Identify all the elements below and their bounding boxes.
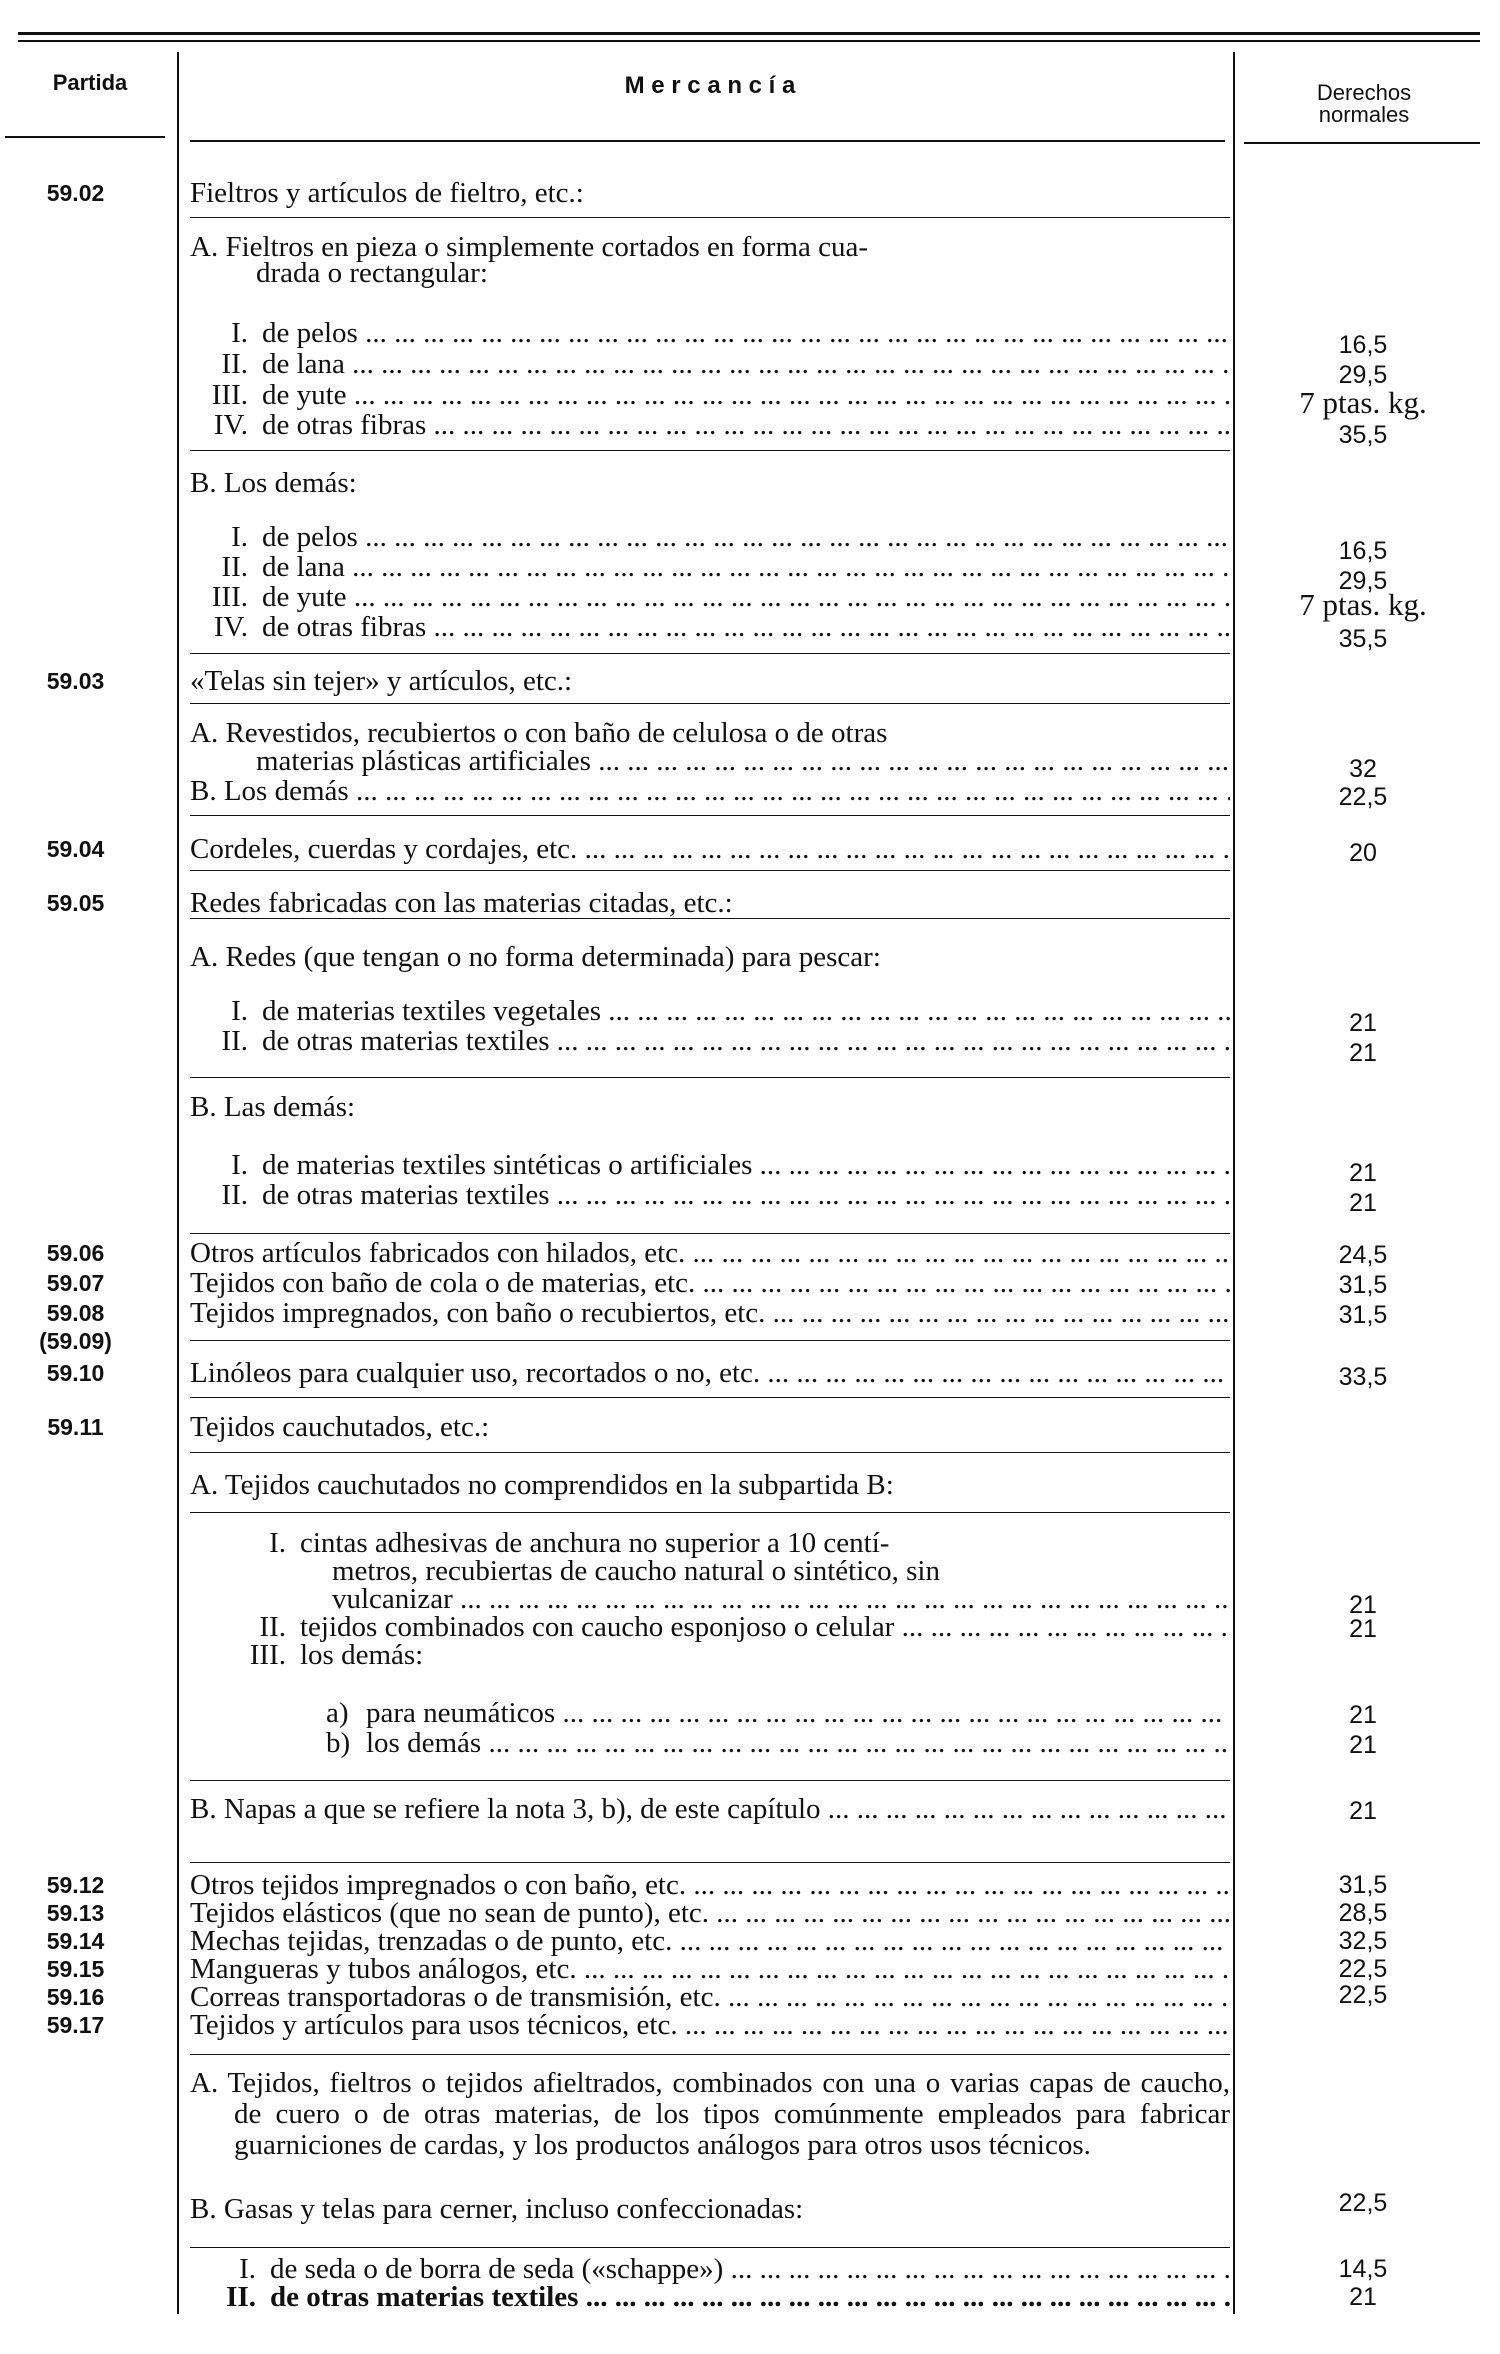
item-text: de yute ... . bbox=[262, 380, 1230, 411]
duty-value: 21 bbox=[1349, 1189, 1377, 1217]
item-line bbox=[190, 1026, 1230, 1057]
row-separator bbox=[190, 2247, 1230, 2248]
duty-value: 29,5 bbox=[1338, 361, 1388, 389]
duty-value: 21 bbox=[1349, 2283, 1377, 2311]
duty-value: 21 bbox=[1349, 1009, 1377, 1037]
duty-value: 31,5 bbox=[1338, 1871, 1388, 1899]
item-number: II. bbox=[221, 1180, 248, 1211]
partida-code: 59.02 bbox=[46, 180, 105, 206]
section-heading: «Telas sin tejer» y artículos, etc.: bbox=[190, 666, 573, 697]
item-number: III. bbox=[211, 380, 248, 411]
duty-value: 32 bbox=[1349, 755, 1377, 783]
top-rule bbox=[18, 32, 1480, 35]
duty-value: 7 ptas. kg. bbox=[1299, 587, 1427, 622]
item-number: II. bbox=[226, 2282, 256, 2313]
partida-code: 59.14 bbox=[46, 1928, 105, 1954]
duty-value: 22,5 bbox=[1338, 2189, 1388, 2217]
header-rule-partida bbox=[5, 136, 165, 138]
partida-code: 59.10 bbox=[46, 1360, 105, 1386]
item-text: de seda o de borra de seda («schappe») ... . bbox=[270, 2254, 1230, 2285]
duty-value: 33,5 bbox=[1338, 1363, 1388, 1391]
header-derechos-1: Derechos bbox=[1316, 80, 1412, 105]
item-line bbox=[190, 1698, 1230, 1729]
duty-value: 24,5 bbox=[1338, 1241, 1388, 1269]
subheading: B. Napas a que se refiere la nota 3, b), de este capítulo ... . bbox=[190, 1794, 1230, 1825]
item-number: IV. bbox=[213, 410, 248, 441]
duty-value: 35,5 bbox=[1338, 625, 1388, 653]
item-line bbox=[190, 1640, 1230, 1671]
section-heading: Otros tejidos impregnados o con baño, etc. ... . bbox=[190, 1870, 1230, 1901]
subheading: A. Tejidos cauchutados no comprendidos en la subpartida B: bbox=[190, 1470, 894, 1501]
duty-value: 35,5 bbox=[1338, 421, 1388, 449]
item-text: tejidos combinados con caucho esponjoso o celular ... . bbox=[300, 1612, 1230, 1643]
subheading: B. Los demás: bbox=[190, 468, 357, 499]
item-line bbox=[190, 2254, 1230, 2285]
section-heading: Fieltros y artículos de fieltro, etc.: bbox=[190, 178, 584, 209]
row-separator bbox=[190, 1512, 1230, 1513]
subheading-paragraph: A. Tejidos, fieltros o tejidos afieltrados, combinados con una o varias capas de caucho, de cuero o de otras materias, de los tipos comúnmente empleados para fabricar guarniciones de cardas, y los productos análogos para otros usos técnicos. bbox=[190, 2067, 1230, 2161]
duty-value: 22,5 bbox=[1338, 1955, 1388, 1983]
item-number: I. bbox=[231, 522, 248, 553]
row-separator bbox=[190, 1233, 1230, 1234]
duty-value: 16,5 bbox=[1338, 331, 1388, 359]
subheading-cont: drada o rectangular: bbox=[256, 258, 488, 289]
section-heading: Otros artículos fabricados con hilados, etc. ... . bbox=[190, 1238, 1230, 1269]
partida-code: 59.05 bbox=[46, 890, 105, 916]
duty-value: 29,5 bbox=[1338, 567, 1388, 595]
duty-value: 14,5 bbox=[1338, 2255, 1388, 2283]
duty-value: 22,5 bbox=[1338, 1981, 1388, 2009]
item-text: de otras materias textiles ... . bbox=[262, 1180, 1230, 1211]
row-separator bbox=[190, 1077, 1230, 1078]
header-rule-derechos bbox=[1244, 142, 1480, 144]
partida-code: 59.06 bbox=[46, 1240, 105, 1266]
section-heading: Tejidos cauchutados, etc.: bbox=[190, 1412, 490, 1443]
item-line bbox=[190, 318, 1230, 349]
duty-value: 21 bbox=[1349, 1701, 1377, 1729]
duty-value: 21 bbox=[1349, 1797, 1377, 1825]
row-separator bbox=[190, 870, 1230, 871]
header-partida: Partida bbox=[52, 70, 128, 95]
section-heading: Mechas tejidas, trenzadas o de punto, etc. ... . bbox=[190, 1926, 1230, 1957]
partida-code: 59.12 bbox=[46, 1872, 105, 1898]
header-rule-mercancia bbox=[190, 140, 1225, 142]
item-number: II. bbox=[259, 1612, 286, 1643]
item-line bbox=[190, 996, 1230, 1027]
partida-code: 59.13 bbox=[46, 1900, 105, 1926]
row-separator bbox=[190, 1452, 1230, 1453]
row-separator bbox=[190, 815, 1230, 816]
row-separator bbox=[190, 217, 1230, 218]
item-line bbox=[190, 582, 1230, 613]
section-heading: Redes fabricadas con las materias citadas, etc.: bbox=[190, 888, 733, 919]
item-text: de pelos ... . bbox=[262, 318, 1230, 349]
item-number: II. bbox=[221, 552, 248, 583]
item-line bbox=[190, 410, 1230, 441]
item-text: de otras fibras ... . bbox=[262, 410, 1230, 441]
row-separator bbox=[190, 1397, 1230, 1398]
duty-value: 20 bbox=[1349, 839, 1377, 867]
duty-value: 21 bbox=[1349, 1615, 1377, 1643]
item-text: materias plásticas artificiales ... . bbox=[190, 746, 1230, 777]
section-heading: Linóleos para cualquier uso, recortados o no, etc. ... . bbox=[190, 1358, 1230, 1389]
item-number: I. bbox=[231, 1150, 248, 1181]
item-line bbox=[190, 380, 1230, 411]
partida-code: 59.16 bbox=[46, 1984, 105, 2010]
column-rule-right bbox=[1233, 52, 1235, 2314]
item-line bbox=[190, 1728, 1230, 1759]
duty-value: 31,5 bbox=[1338, 1301, 1388, 1329]
item-text-cont: metros, recubiertas de caucho natural o sintético, sin bbox=[332, 1556, 940, 1587]
partida-code: 59.15 bbox=[46, 1956, 105, 1982]
duty-value: 22,5 bbox=[1338, 783, 1388, 811]
item-text: de otras materias textiles ... . bbox=[262, 1026, 1230, 1057]
partida-code: 59.17 bbox=[46, 2012, 105, 2038]
item-line bbox=[190, 612, 1230, 643]
item-line bbox=[190, 1528, 1230, 1559]
row-separator bbox=[190, 1780, 1230, 1781]
subheading: B. Las demás: bbox=[190, 1092, 356, 1123]
item-line bbox=[190, 2282, 1230, 2313]
item-line bbox=[190, 349, 1230, 380]
duty-value: 28,5 bbox=[1338, 1899, 1388, 1927]
item-line bbox=[190, 1612, 1230, 1643]
item-text: de materias textiles sintéticas o artificiales ... . bbox=[262, 1150, 1230, 1181]
item-text: de lana ... . bbox=[262, 552, 1230, 583]
partida-code: 59.08 bbox=[46, 1300, 105, 1326]
item-number: III. bbox=[211, 582, 248, 613]
item-number: I. bbox=[231, 318, 248, 349]
item-number: II. bbox=[221, 1026, 248, 1057]
partida-code: 59.03 bbox=[46, 668, 105, 694]
row-separator bbox=[190, 653, 1230, 654]
item-number: III. bbox=[249, 1640, 286, 1671]
section-heading: Mangueras y tubos análogos, etc. ... . bbox=[190, 1954, 1230, 1985]
item-number: I. bbox=[269, 1528, 286, 1559]
subheading: A. Fieltros en pieza o simplemente cortados en forma cua- bbox=[190, 232, 869, 263]
item-text: de otras materias textiles ... . bbox=[270, 2282, 1230, 2313]
item-text: de otras fibras ... . bbox=[262, 612, 1230, 643]
section-heading: Tejidos elásticos (que no sean de punto), etc. ... . bbox=[190, 1898, 1230, 1929]
section-heading: Cordeles, cuerdas y cordajes, etc. ... . bbox=[190, 834, 1230, 865]
section-heading: Tejidos impregnados, con baño o recubiertos, etc. ... . bbox=[190, 1298, 1230, 1329]
item-number: II. bbox=[221, 349, 248, 380]
duty-value: 21 bbox=[1349, 1039, 1377, 1067]
item-line bbox=[190, 1150, 1230, 1181]
row-separator bbox=[190, 1862, 1230, 1863]
subheading: B. Gasas y telas para cerner, incluso confeccionadas: bbox=[190, 2194, 804, 2225]
row-separator bbox=[190, 1340, 1230, 1341]
row-separator bbox=[190, 2054, 1230, 2055]
section-heading: Tejidos y artículos para usos técnicos, etc. ... . bbox=[190, 2010, 1230, 2041]
item-text: de materias textiles vegetales ... . bbox=[262, 996, 1230, 1027]
item-text: B. Los demás ... . bbox=[190, 776, 1230, 807]
duty-value: 21 bbox=[1349, 1731, 1377, 1759]
item-line bbox=[190, 552, 1230, 583]
item-number: IV. bbox=[213, 612, 248, 643]
item-text: los demás ... . bbox=[366, 1728, 1230, 1759]
item-text: los demás: bbox=[300, 1640, 424, 1671]
item-text: cintas adhesivas de anchura no superior a 10 centí- bbox=[300, 1528, 890, 1559]
item-letter: b) bbox=[326, 1728, 351, 1759]
item-text-cont: vulcanizar ... . bbox=[190, 1584, 1230, 1615]
partida-code: 59.07 bbox=[46, 1270, 105, 1296]
item-line bbox=[190, 522, 1230, 553]
header-mercancia: M e r c a n c í a bbox=[624, 72, 796, 99]
duty-value: 7 ptas. kg. bbox=[1299, 385, 1427, 420]
subheading: A. Revestidos, recubiertos o con baño de celulosa o de otras bbox=[190, 718, 888, 749]
item-number: I. bbox=[239, 2254, 256, 2285]
duty-value: 31,5 bbox=[1338, 1271, 1388, 1299]
row-separator bbox=[190, 450, 1230, 451]
item-text: para neumáticos ... . bbox=[366, 1698, 1230, 1729]
item-line bbox=[190, 1180, 1230, 1211]
column-rule-left bbox=[177, 52, 179, 2314]
partida-code: (59.09) bbox=[39, 1328, 112, 1354]
item-text: de yute ... . bbox=[262, 582, 1230, 613]
header-derechos-2: normales bbox=[1318, 102, 1410, 127]
row-separator bbox=[190, 703, 1230, 704]
duty-value: 16,5 bbox=[1338, 537, 1388, 565]
item-letter: a) bbox=[326, 1698, 349, 1729]
item-number: I. bbox=[231, 996, 248, 1027]
duty-value: 21 bbox=[1349, 1159, 1377, 1187]
duty-value: 21 bbox=[1349, 1591, 1377, 1619]
section-heading: Tejidos con baño de cola o de materias, etc. ... . bbox=[190, 1268, 1230, 1299]
item-text: de lana ... . bbox=[262, 349, 1230, 380]
item-text: de pelos ... . bbox=[262, 522, 1230, 553]
top-rule-2 bbox=[18, 40, 1480, 42]
subheading: A. Redes (que tengan o no forma determinada) para pescar: bbox=[190, 942, 881, 973]
duty-value: 32,5 bbox=[1338, 1927, 1388, 1955]
partida-code: 59.04 bbox=[46, 836, 105, 862]
partida-code: 59.11 bbox=[47, 1414, 104, 1440]
section-heading: Correas transportadoras o de transmisión, etc. ... . bbox=[190, 1982, 1230, 2013]
